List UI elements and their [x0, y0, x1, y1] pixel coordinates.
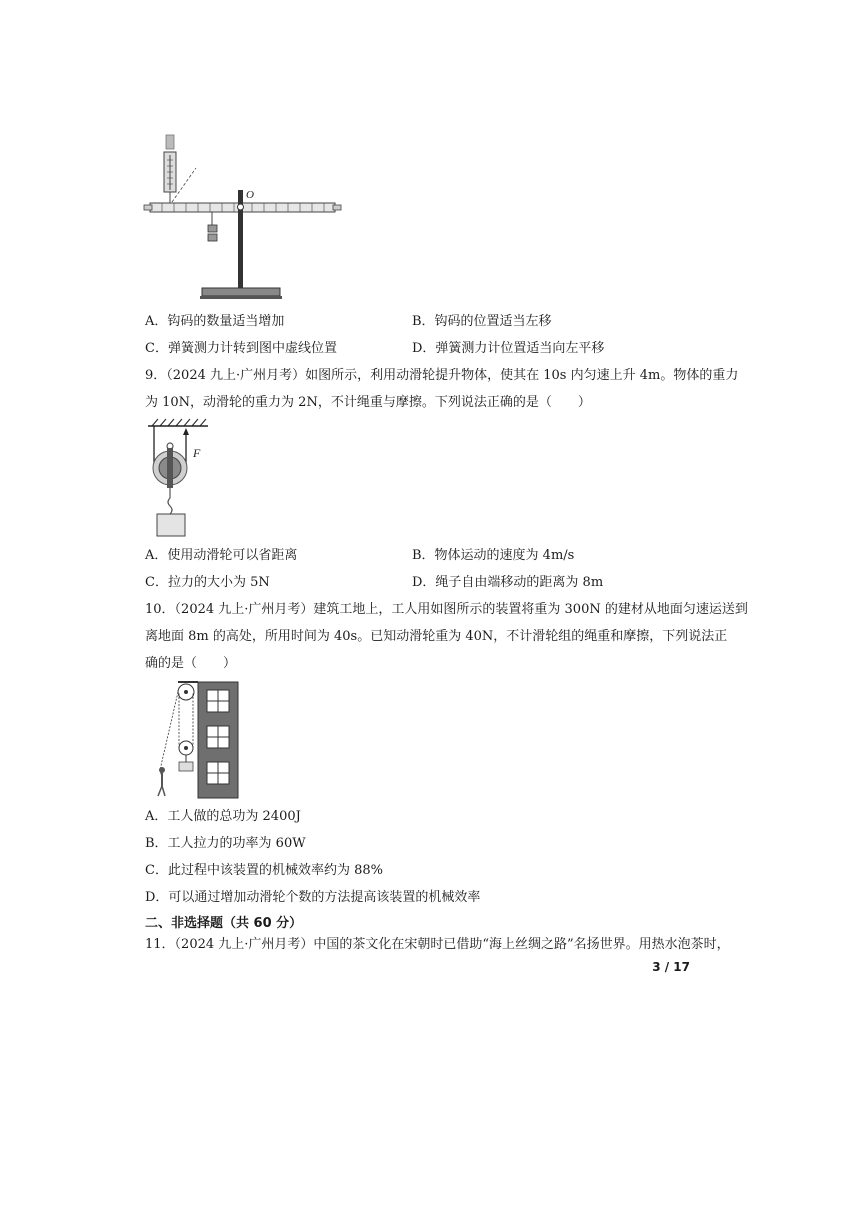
pivot-label: O [246, 189, 254, 201]
section-title: 二、非选择题（共 60 分） [145, 916, 303, 931]
building-pulley-figure [150, 678, 250, 800]
lever-figure [140, 130, 350, 305]
q9-option-a: A．使用动滑轮可以省距离 [145, 548, 298, 563]
q11-stem-line1: 11．（2024 九上·广州月考）中国的茶文化在宋朝时已借助“海上丝绸之路”名扬世界。用热水泡茶时， [145, 937, 730, 952]
q10-stem-line2: 离地面 8m 的高处，所用时间为 40s。已知动滑轮重为 40N，不计滑轮组的绳重和摩擦，下列说法正 [145, 629, 728, 644]
force-label: F [193, 446, 201, 460]
page-number: 3 / 17 [652, 960, 690, 974]
q9-option-b: B．物体运动的速度为 4m/s [412, 548, 575, 563]
q10-option-c: C．此过程中该装置的机械效率约为 88% [145, 863, 383, 878]
q10-stem-line3: 确的是（ ） [145, 656, 237, 671]
q8-option-c: C．弹簧测力计转到图中虚线位置 [145, 341, 337, 356]
q8-option-d: D．弹簧测力计位置适当向左平移 [412, 341, 605, 356]
q10-stem-line1: 10．（2024 九上·广州月考）建筑工地上，工人用如图所示的装置将重为 300N 的建材从地面匀速运送到 [145, 602, 748, 617]
q9-stem-line2: 为 10N，动滑轮的重力为 2N，不计绳重与摩擦。下列说法正确的是（ ） [145, 395, 591, 410]
q9-stem-line1: 9．（2024 九上·广州月考）如图所示，利用动滑轮提升物体，使其在 10s 内匀速上升 4m。物体的重力 [145, 368, 739, 383]
q9-option-d: D．绳子自由端移动的距离为 8m [412, 575, 604, 590]
q10-option-a: A．工人做的总功为 2400J [145, 809, 301, 824]
q9-option-c: C．拉力的大小为 5N [145, 575, 270, 590]
q8-option-a: A．钩码的数量适当增加 [145, 314, 285, 329]
q8-option-b: B．钩码的位置适当左移 [412, 314, 552, 329]
q10-option-b: B．工人拉力的功率为 60W [145, 836, 306, 851]
q10-option-d: D．可以通过增加动滑轮个数的方法提高该装置的机械效率 [145, 890, 481, 905]
movable-pulley-figure [140, 418, 220, 540]
